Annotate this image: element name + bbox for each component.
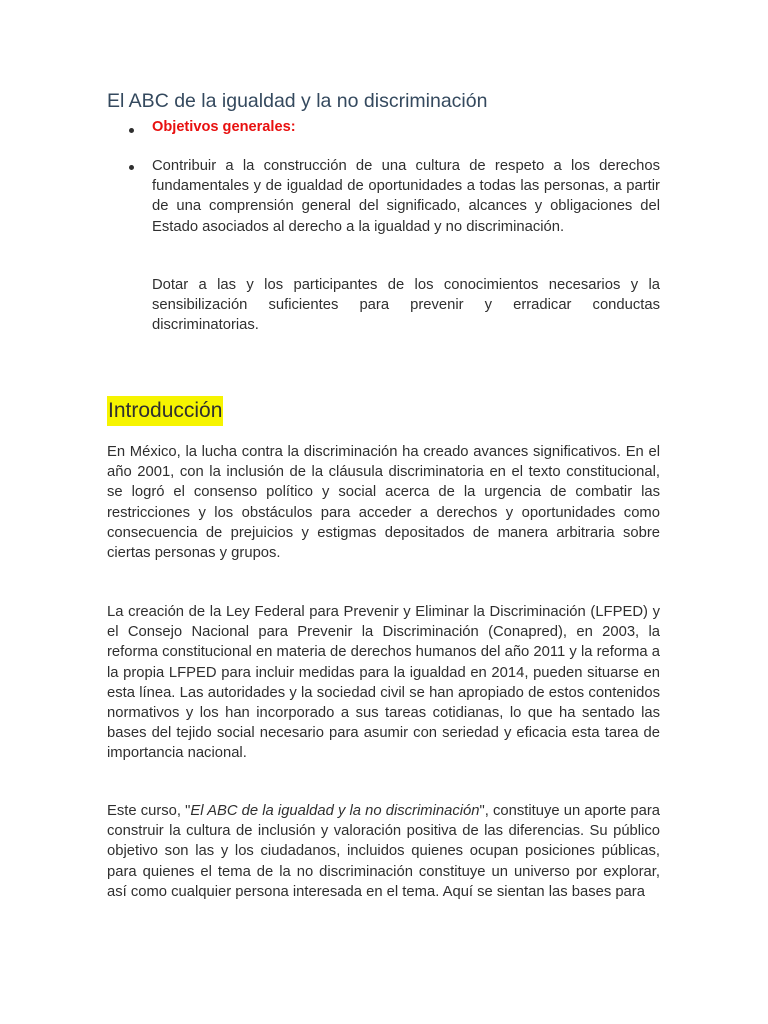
objectives-label: Objetivos generales: (152, 119, 296, 135)
intro-p3-text-start: Este curso, " (107, 803, 191, 819)
course-title-italic: El ABC de la igualdad y la no discriminación (190, 803, 480, 819)
document-title: El ABC de la igualdad y la no discriminación (107, 90, 488, 112)
intro-paragraph-2: La creación de la Ley Federal para Prevenir y Eliminar la Discriminación (LFPED) y el Consejo Nacional para Prevenir la Discriminación (Conapred), en 2003, la reforma constitucional en materia de derechos humanos del año 2011 y la reforma a la propia LFPED para incluir medidas para la igualdad en 2014, pueden situarse en esta línea. Las autoridades y la sociedad civil se han apropiado de estos contenidos normativos y los han incorporado a sus tareas cotidianas, lo que ha sentado las bases del tejido social necesario para asumir con seriedad y eficacia esta tarea de importancia nacional. (107, 604, 660, 762)
intro-paragraph-1: En México, la lucha contra la discriminación ha creado avances significativos. En el año 2001, con la inclusión de la cláusula discriminatoria en el texto constitucional, se logró el consenso político y social acerca de la urgencia de combatir las restricciones y los obstáculos para acceder a derechos y oportunidades como consecuencia de prejuicios y estigmas depositados de manera arbitraria sobre ciertas personas y grupos. (107, 444, 660, 562)
intro-p3-text-end: ", constituye un aporte para construir la cultura de inclusión y valoración positiva de las diferencias. Su público objetivo son las y los ciudadanos, incluidos quienes ocupan posiciones públicas, para quienes el tema de la no discriminación constituye un universo por explorar, así como cualquier persona interesada en el tema. Aquí se sientan las bases para (107, 803, 660, 900)
bullet-icon (129, 165, 134, 170)
objective-paragraph-2: Dotar a las y los participantes de los conocimientos necesarios y la sensibilización suficientes para prevenir y erradicar conductas discriminatorias. (152, 277, 660, 334)
objective-paragraph-1: Contribuir a la construcción de una cultura de respeto a los derechos fundamentales y de igualdad de oportunidades a todas las personas, a partir de una comprensión general del significado, alcances y obligaciones del Estado asociados al derecho a la igualdad y no discriminación. (152, 158, 660, 235)
bullet-icon (129, 128, 134, 133)
introduction-heading: Introducción (107, 396, 223, 426)
intro-paragraph-3 (107, 801, 660, 922)
